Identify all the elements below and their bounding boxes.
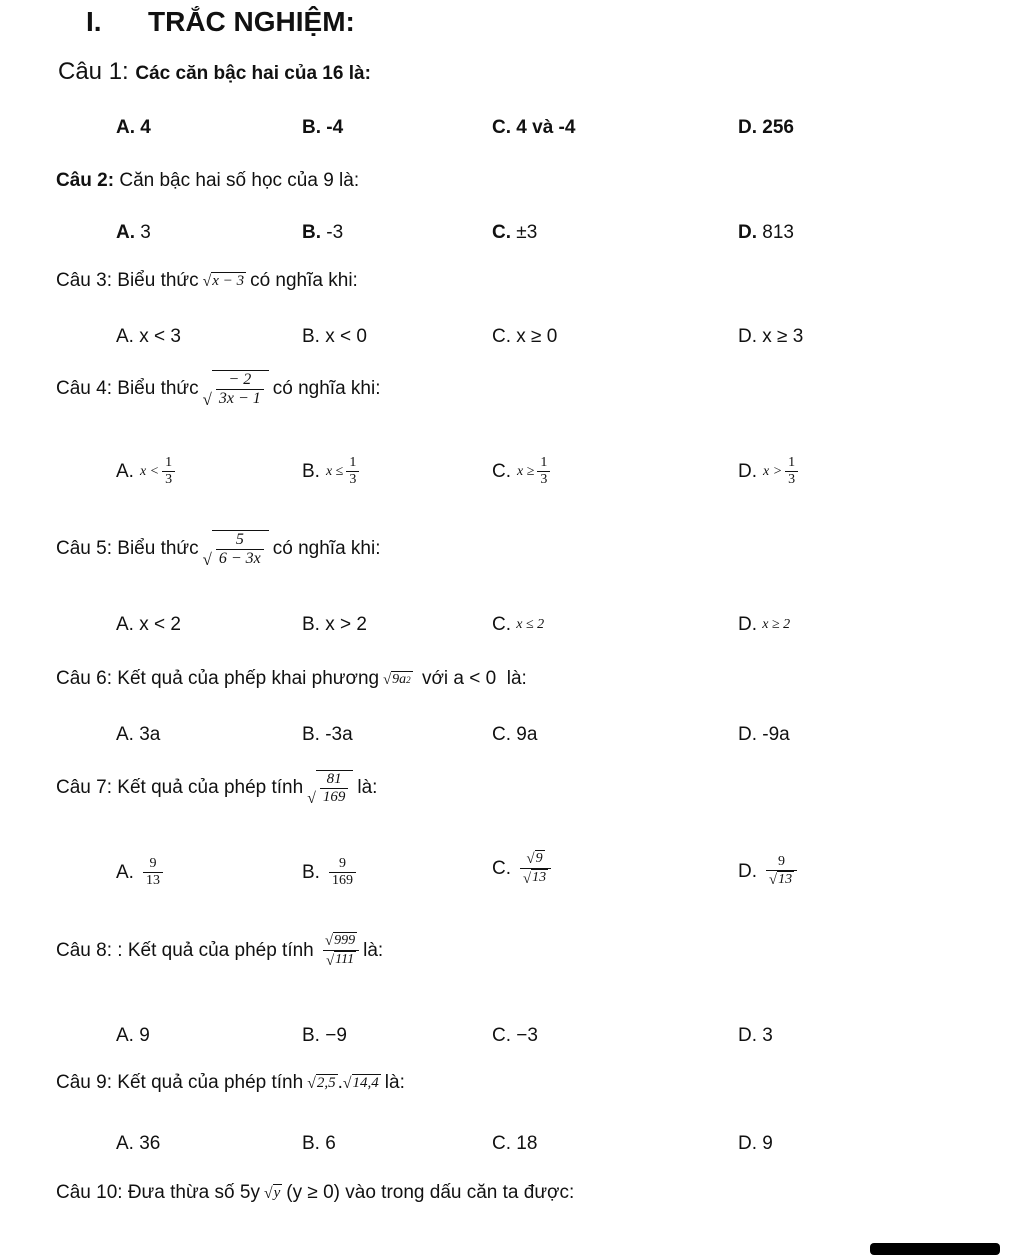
question-label: Câu 6: — [56, 668, 112, 689]
q1-option-b: B. -4 — [302, 117, 344, 138]
sqrt-expression: √ y — [263, 1185, 281, 1203]
sqrt-a: √ 2,5 — [307, 1075, 336, 1093]
question-10: Câu 10: Đưa thừa số 5y √ y (y ≥ 0) vào trong dấu căn ta được: — [56, 1182, 575, 1203]
q8-option-a: A. 9 — [116, 1025, 150, 1046]
sqrt-expression: √ 9a 2 — [383, 671, 411, 688]
question-label: Câu 1: — [58, 58, 129, 85]
q6-option-c: C. 9a — [492, 724, 538, 745]
question-6: Câu 6: Kết quả của phếp khai phương √ 9a 2 với a < 0 là: — [56, 668, 527, 689]
question-9: Câu 9: Kết quả của phép tính √ 2,5 . √ 14,4 là: — [56, 1072, 405, 1093]
question-label: Câu 2: — [56, 170, 115, 191]
q1-option-a: A. 4 — [116, 117, 151, 138]
sqrt-fraction: √ $\frac{5}{6 - 3x}$ — [203, 530, 269, 569]
q4-option-b: B. x ≤ $\frac{1}{3}$ — [302, 455, 362, 488]
q8-option-c: C. −3 — [492, 1025, 538, 1046]
question-7: Câu 7: Kết quả của phép tính √ $\frac{81}{169}$ là: — [56, 771, 378, 807]
q8-option-b: B. −9 — [302, 1025, 347, 1046]
q7-option-d: D. 9 √ 13 — [738, 854, 800, 890]
q1-option-c: C. 4 và -4 — [492, 117, 576, 138]
q9-option-c: C. 18 — [492, 1133, 538, 1154]
question-label: Câu 7: — [56, 777, 112, 799]
sqrt-fraction: √ $\frac{- 2}{3x - 1}$ — [203, 370, 269, 409]
question-label: Câu 9: — [56, 1072, 112, 1093]
question-4: Câu 4: Biểu thức √ $\frac{- 2}{3x - 1}$ có nghĩa khi: — [56, 371, 381, 409]
question-1 — [58, 58, 371, 86]
sqrt-fraction: √ $\frac{81}{169}$ — [307, 770, 353, 807]
q2-option-a: A. 3 — [116, 222, 151, 243]
q5-option-a: A. x < 2 — [116, 614, 181, 635]
q3-option-a: A. x < 3 — [116, 326, 181, 347]
section-title: TRẮC NGHIỆM: — [148, 6, 355, 37]
section-number: I. — [86, 6, 102, 37]
question-text: Các căn bậc hai của 16 là: — [135, 63, 371, 84]
question-8: Câu 8: : Kết quả của phép tính √ 999 √ 111 là: — [56, 933, 384, 969]
q1-option-d: D. 256 — [738, 117, 794, 138]
question-5: Câu 5: Biểu thức √ $\frac{5}{6 - 3x}$ có nghĩa khi: — [56, 531, 381, 569]
question-label: Câu 3: — [56, 270, 112, 291]
question-label: Câu 5: — [56, 538, 112, 560]
sqrt-ratio: √ 999 √ 111 — [322, 932, 360, 970]
q2-option-b: B. -3 — [302, 222, 344, 243]
question-label: Câu 10: — [56, 1182, 123, 1203]
q7-option-b: B. $\frac{9}{169}$ — [302, 856, 359, 889]
q5-option-b: B. x > 2 — [302, 614, 367, 635]
q6-option-a: A. 3a — [116, 724, 161, 745]
q4-option-a: A. x < $\frac{1}{3}$ — [116, 455, 178, 488]
question-2 — [56, 170, 359, 192]
q2-option-c: C. ±3 — [492, 222, 538, 243]
q7-option-a: A. $\frac{9}{13}$ — [116, 856, 166, 889]
q3-option-d: D. x ≥ 3 — [738, 326, 804, 347]
question-label: Câu 4: — [56, 378, 112, 400]
q9-option-a: A. 36 — [116, 1133, 161, 1154]
q6-option-d: D. -9a — [738, 724, 790, 745]
q5-option-c: C. x ≤ 2 — [492, 614, 545, 635]
question-label: Câu 8: — [56, 939, 112, 961]
q2-option-d: D. 813 — [738, 222, 794, 243]
q5-option-d: D. x ≥ 2 — [738, 614, 791, 635]
q8-option-d: D. 3 — [738, 1025, 773, 1046]
question-3: Câu 3: Biểu thức √ x − 3 có nghĩa khi: — [56, 270, 358, 291]
sqrt-b: √ 14,4 — [342, 1075, 379, 1093]
q7-option-c: C. √ 9 √ 13 — [492, 850, 554, 888]
sqrt-expression: √ x − 3 — [202, 273, 245, 291]
q3-option-b: B. x < 0 — [302, 326, 367, 347]
q4-option-d: D. x > $\frac{1}{3}$ — [738, 455, 801, 488]
q6-option-b: B. -3a — [302, 724, 353, 745]
q3-option-c: C. x ≥ 0 — [492, 326, 558, 347]
q9-option-b: B. 6 — [302, 1133, 336, 1154]
q9-option-d: D. 9 — [738, 1133, 773, 1154]
q4-option-c: C. x ≥ $\frac{1}{3}$ — [492, 455, 553, 488]
bottom-edge-bar — [870, 1243, 1000, 1255]
question-text: Căn bậc hai số học của 9 là: — [119, 170, 360, 191]
